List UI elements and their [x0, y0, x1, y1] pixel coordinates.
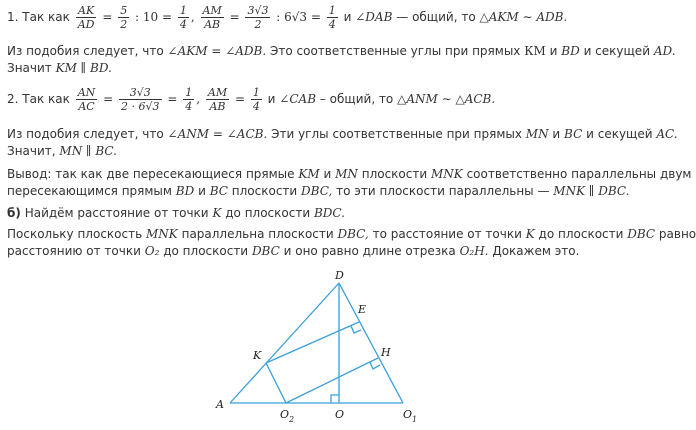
item1-line: 1. Так как $\frac{AK}{AD}$ = $\frac{5}{2}$ : 10 = $\frac{1}{4}$ , $\frac{AM}{AB}$ = $\frac{3√3}{2}$ : 6√3 = $\frac{1}{4}$ и ∠DAB — общий, то △AKM ∼ ADB. [7, 4, 568, 31]
line-k-e [266, 322, 359, 363]
item1-conclusion: Значит KM ∥ BD. [7, 61, 112, 75]
label-h: H [381, 346, 391, 359]
part-b-para-line1: Поскольку плоскость MNK параллельна плоскости DBC, то расстояние от точки K до плоскости DBC равно [7, 227, 696, 241]
label-a: A [216, 398, 224, 411]
frac-1-4: $\frac{1}{4}$ [179, 4, 187, 31]
item2-para: Из подобия следует, что ∠ANM = ∠ACB. Эти углы соответственные при прямых MN и BC и секущей AC. [7, 127, 678, 141]
right-angle-h [370, 362, 380, 369]
frac-3sqrt3-2: $\frac{3√3}{2}$ [247, 4, 269, 31]
label-o1-sub: 1 [412, 415, 418, 424]
line-o2-h [286, 358, 378, 403]
figure-lines [230, 283, 403, 403]
item1-para: Из подобия следует, что ∠AKM = ∠ADB. Это соответственные углы при прямых КМ и BD и секущей AD. [7, 44, 676, 58]
conclusion-line2: пересекающимся прямым BD и BC плоскости DBC, то эти плоскости параллельны — MNK ∥ DBC. [7, 184, 630, 198]
frac-5-2: $\frac{5}{2}$ [120, 4, 128, 31]
frac-1-4c: $\frac{1}{4}$ [185, 86, 193, 113]
label-o: O [335, 408, 345, 421]
item2-conclusion: Значит, MN ∥ BC. [7, 144, 117, 158]
frac-an-ac: $\frac{AN}{AC}$ [77, 86, 96, 113]
label-o2: O [280, 408, 290, 421]
frac-1-4b: $\frac{1}{4}$ [328, 4, 336, 31]
label-o2-sub: 2 [289, 415, 295, 424]
line-d-o1 [339, 283, 403, 403]
label-d: D [335, 269, 344, 282]
frac-ak-ad: $\frac{AK}{AD}$ [77, 4, 95, 31]
right-angle-o [331, 395, 339, 403]
label-e: E [358, 303, 367, 316]
right-angle-e [351, 326, 361, 333]
frac-3sqrt3-2x6sqrt3: $\frac{3√3}{2 \cdot 6√3}$ [121, 86, 160, 113]
line-k-o2 [266, 363, 286, 403]
frac-am-ab: $\frac{AM}{AB}$ [202, 4, 222, 31]
item2-line: 2. Так как $\frac{AN}{AC}$ = $\frac{3√3}{2 \cdot 6√3}$ = $\frac{1}{4}$ , $\frac{AM}{AB}$ = $\frac{1}{4}$ и ∠CAB – общий, то △ANM ∼ △ACB. [7, 86, 496, 113]
part-b-heading: б) Найдём расстояние от точки K до плоскости BDC. [7, 206, 345, 220]
frac-am-ab-2: $\frac{AM}{AB}$ [207, 86, 228, 113]
label-k: K [253, 349, 262, 362]
part-b-para-line2: расстоянию от точки O₂ до плоскости DBC и оно равно длине отрезка O₂H. Докажем это. [7, 244, 580, 258]
frac-1-4d: $\frac{1}{4}$ [252, 86, 260, 113]
label-o1: O [403, 408, 413, 421]
figure-labels [215, 269, 417, 424]
conclusion-line1: Вывод: так как две пересекающиеся прямые KM и MN плоскости MNK соответственно параллельны двум [7, 167, 692, 181]
